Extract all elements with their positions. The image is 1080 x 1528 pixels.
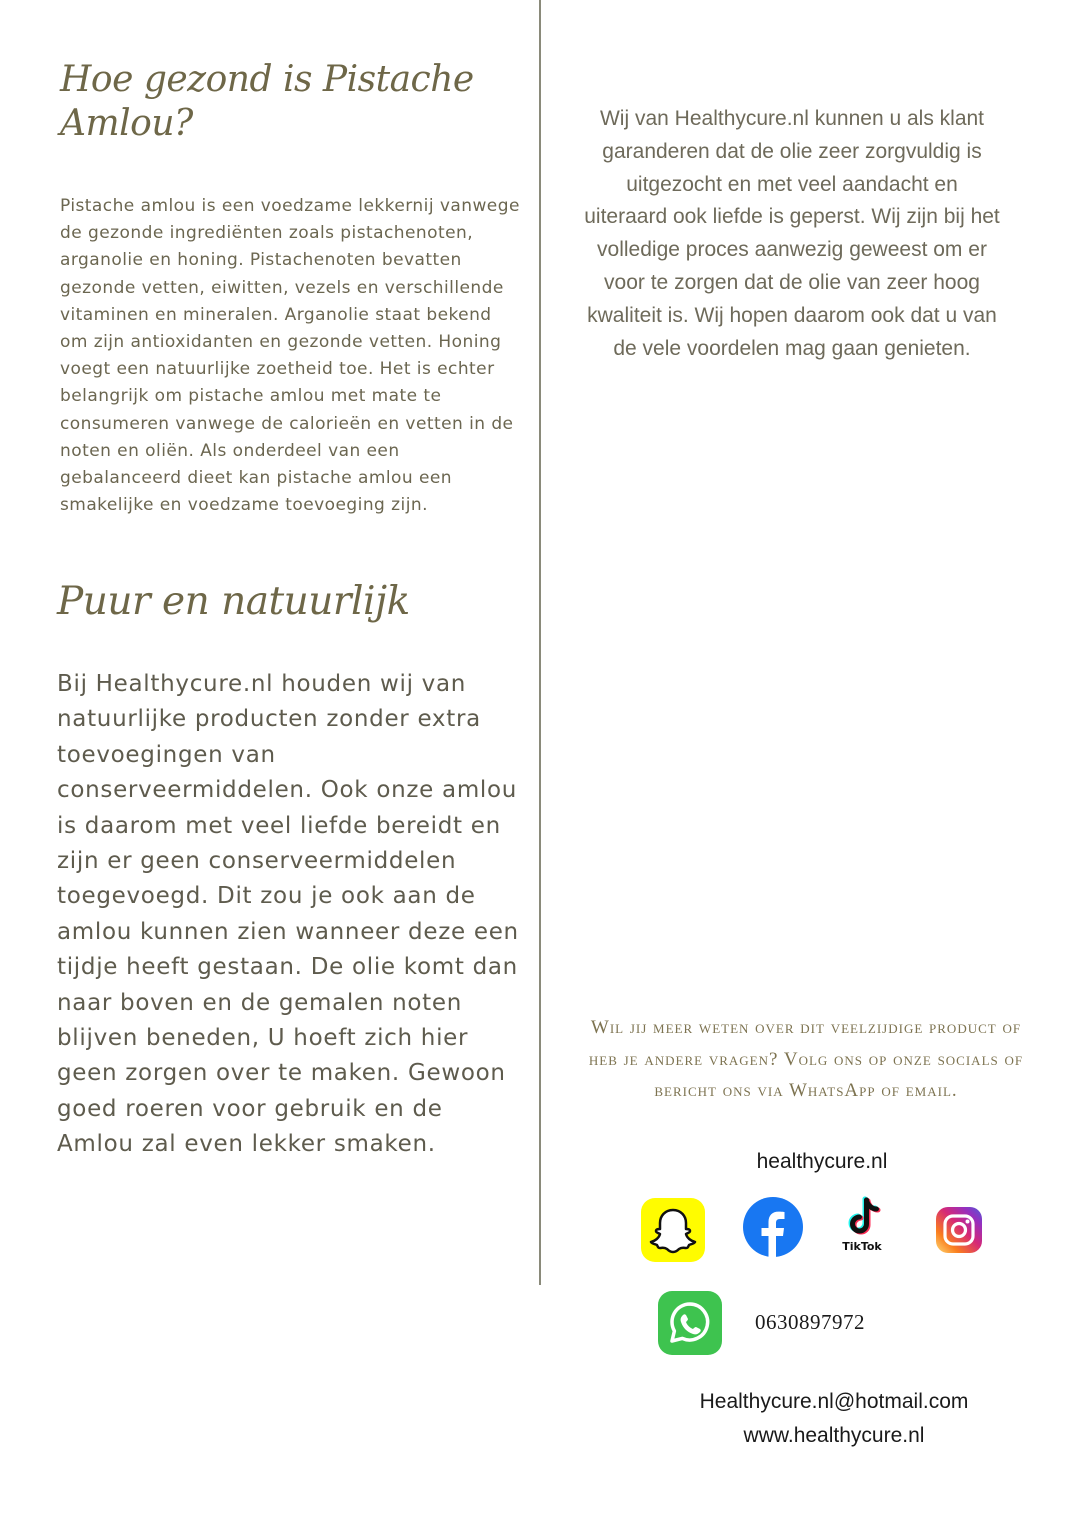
tiktok-icon[interactable] xyxy=(834,1196,890,1258)
contact-call-to-action: Wil jij meer weten over dit veelzijdige product of heb je andere vragen? Volg ons op onze socials of bericht ons via WhatsApp of email. xyxy=(588,1017,1024,1101)
heading-line-2: Amlou? xyxy=(60,103,193,144)
facebook-icon[interactable] xyxy=(742,1196,804,1258)
heading-pure-natural: Puur en natuurlijk xyxy=(57,579,410,624)
paragraph-health-benefits: Pistache amlou is een voedzame lekkernij vanwege de gezonde ingrediënten zoals pistachenoten, arganolie en honing. Pistachenoten bevatten gezonde vetten, eiwitten, vezels en verschillende vitaminen en mineralen. Arganolie staat bekend om zijn antioxidanten en gezonde vetten. Honing voegt een natuurlijke zoetheid toe. Het is echter belangrijk om pistache amlou met mate te consumeren vanwege de calorieën en vetten in de noten en oliën. Als onderdeel van een gebalanceerd dieet kan pistache amlou een smakelijke en voedzame toevoeging zijn. xyxy=(60,196,520,516)
instagram-icon[interactable] xyxy=(936,1207,982,1253)
paragraph-natural-products: Bij Healthycure.nl houden wij van natuurlijke producten zonder extra toevoegingen van conserveermiddelen. Ook onze amlou is daarom met veel liefde bereidt en zijn er geen conserveermiddelen toegevoegd. Dit zou je ook aan de amlou kunnen zien wanneer deze een tijdje heeft gestaan. De olie komt dan naar boven en de gemalen noten blijven beneden, U hoeft zich hier geen zorgen over te maken. Gewoon goed roeren voor gebruik en de Amlou zal even lekker smaken. xyxy=(57,671,519,1158)
paragraph-oil-guarantee: Wij van Healthycure.nl kunnen u als klant garanderen dat de olie zeer zorgvuldig is uitgezocht en met veel aandacht en uiteraard ook liefde is geperst. Wij zijn bij het volledige proces aanwezig geweest om er voor te zorgen dat de olie van zeer hoog kwaliteit is. Wij hopen daarom ook dat u van de vele voordelen mag gaan genieten. xyxy=(584,107,1000,360)
snapchat-icon[interactable] xyxy=(641,1198,705,1262)
phone-number[interactable]: 0630897972 xyxy=(755,1310,865,1334)
tiktok-label: TikTok xyxy=(842,1240,882,1253)
site-label[interactable]: healthycure.nl xyxy=(756,1150,888,1173)
website-link[interactable]: www.healthycure.nl xyxy=(743,1424,925,1447)
email-address[interactable]: Healthycure.nl@hotmail.com xyxy=(699,1390,969,1413)
heading-health-pistache-amlou xyxy=(60,58,520,146)
column-divider xyxy=(539,0,541,1285)
whatsapp-icon[interactable] xyxy=(658,1291,722,1355)
heading-line-1: Hoe gezond is Pistache xyxy=(60,59,474,100)
